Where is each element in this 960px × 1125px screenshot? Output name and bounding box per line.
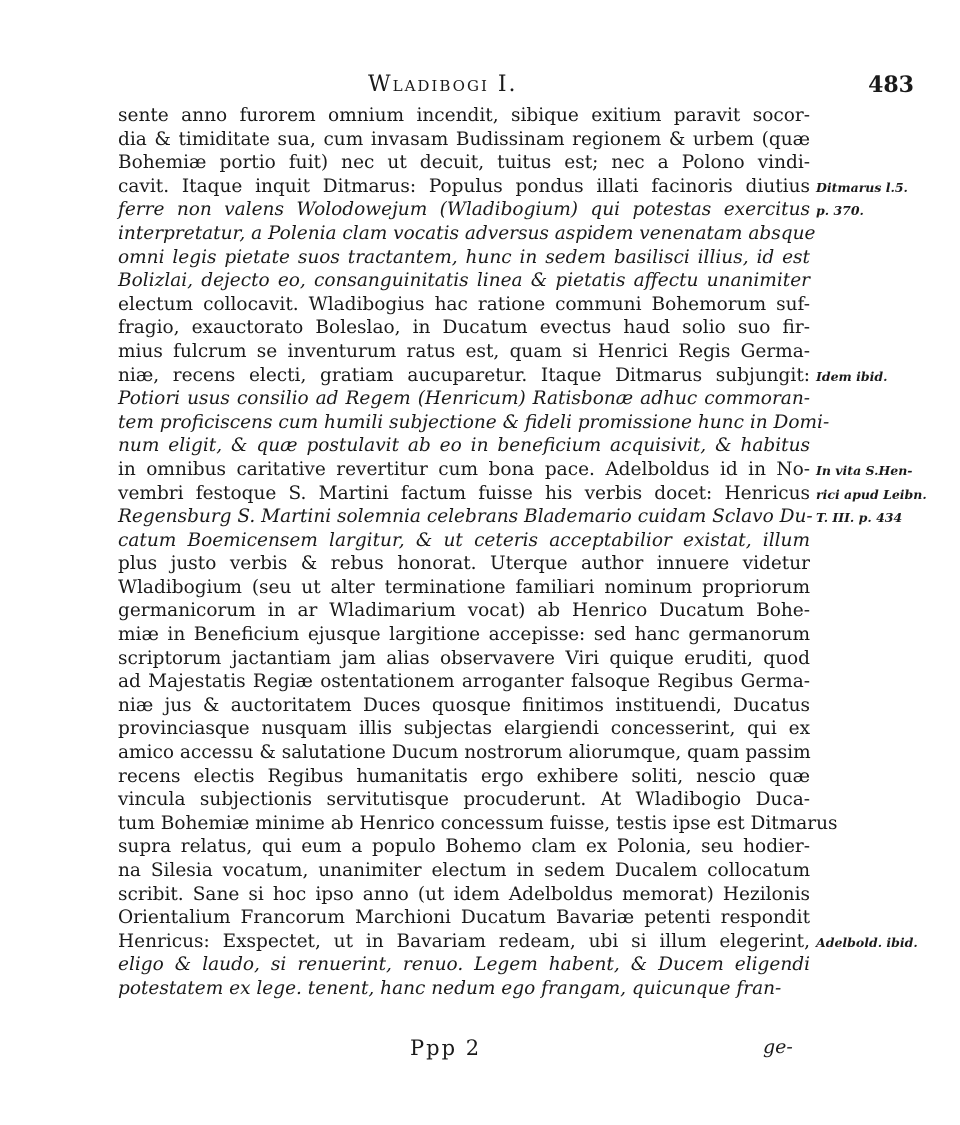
margin-note: rici apud Leibn. (816, 486, 927, 502)
text-line: Orientalium Francorum Marchioni Ducatum Bavariæ petenti respondit (118, 907, 810, 929)
body-text (118, 104, 838, 1001)
text-line: sente anno furorem omnium incendit, sibique exitium paravit socor- (118, 105, 810, 126)
text-line: scriptorum jactantiam jam alias observavere Viri quique eruditi, quod (118, 647, 810, 669)
text-line: recens electis Regibus humanitatis ergo exhibere soliti, nescio quæ (118, 765, 810, 787)
running-title: Wladibogi I. (368, 72, 518, 97)
text-line: ad Majestatis Regiæ ostentationem arroganter falsoque Regibus Germa- (118, 671, 810, 693)
text-line: Bolizlai, dejecto eo, consanguinitatis linea & pietatis affectu unanimiter (118, 270, 810, 292)
text-line: fragio, exauctorato Boleslao, in Ducatum evectus haud solio suo fir- (118, 317, 810, 339)
text-line: vembri festoque S. Martini factum fuisse his verbis docet: Henricus (118, 482, 810, 504)
text-line: scribit. Sane si hoc ipso anno (ut idem Adelboldus memorat) Hezilonis (118, 883, 810, 905)
margin-note: Adelbold. ibid. (816, 935, 918, 950)
text-line: provinciasque nusquam illis subjectas elargiendi concesserint, qui ex (118, 718, 810, 740)
margin-note: p. 370. (816, 203, 864, 219)
text-line: catum Boemicensem largitur, & ut ceteris acceptabilior existat, illum (118, 529, 810, 551)
text-line: ferre non valens Wolodowejum (Wladibogium) qui potestas exercitus (118, 199, 810, 221)
text-line: dia & timiditate sua, cum invasam Budissinam regionem & urbem (quæ (118, 128, 810, 150)
text-line: potestatem ex lege. tenent, hanc nedum ego frangam, quicunque fran- (118, 977, 782, 999)
text-line: Wladibogium (seu ut alter terminatione familiari nominum propriorum (118, 576, 810, 598)
margin-note: In vita S.Hen- (816, 463, 913, 478)
running-head (118, 72, 918, 108)
text-line: amico accessu & salutatione Ducum nostrorum aliorumque, quam passim (118, 742, 811, 764)
text-line: germanicorum in ar Wladimarium vocat) ab Henrico Ducatum Bohe- (118, 600, 810, 622)
text-line: interpretatur, a Polenia clam vocatis adversus aspidem venenatam absque (118, 222, 816, 244)
text-line: mius fulcrum se inventurum ratus est, quam si Henrici Regis Germa- (118, 340, 810, 362)
page-number: 483 (868, 72, 914, 98)
text-line: Regensburg S. Martini solemnia celebrans Blademario cuidam Sclavo Du- (118, 506, 813, 528)
margin-note: T. III. p. 434 (816, 510, 903, 526)
margin-note: Idem ibid. (816, 368, 888, 384)
margin-note: Ditmarus l.5. (816, 179, 908, 195)
signature-mark: Ppp 2 (410, 1036, 482, 1060)
text-line: Bohemiæ portio fuit) nec ut decuit, tuitus est; nec a Polono vindi- (118, 152, 810, 174)
catchword: ge- (763, 1036, 793, 1058)
text-line: num eligit, & quæ postulavit ab eo in beneficium acquisivit, & habitus (118, 435, 810, 457)
text-line: electum collocavit. Wladibogius hac ratione communi Bohemorum suf- (118, 293, 810, 315)
text-line: tum Bohemiæ minime ab Henrico concessum fuisse, testis ipse est Ditmarus (118, 812, 838, 834)
text-line: na Silesia vocatum, unanimiter electum in sedem Ducalem collocatum (118, 860, 810, 881)
text-line: vincula subjectionis servitutisque procuderunt. At Wladibogio Duca- (118, 789, 810, 811)
text-line: cavit. Itaque inquit Ditmarus: Populus pondus illati facinoris diutius (118, 175, 810, 197)
page-footer (118, 1036, 918, 1066)
text-line: plus justo verbis & rebus honorat. Uterque author innuere videtur (118, 553, 810, 575)
text-line: omni legis pietate suos tractantem, hunc in sedem basilisci illius, id est (118, 246, 810, 268)
text-line: niæ jus & auctoritatem Duces quosque finitimos instituendi, Ducatus (118, 694, 810, 716)
text-line: eligo & laudo, si renuerint, renuo. Legem habent, & Ducem eligendi (118, 954, 810, 976)
text-line: supra relatus, qui eum a populo Bohemo clam ex Polonia, seu hodier- (118, 836, 810, 858)
text-line: in omnibus caritative revertitur cum bona pace. Adelboldus id in No- (118, 458, 810, 480)
text-line: niæ, recens electi, gratiam aucuparetur. Itaque Ditmarus subjungit: (118, 364, 810, 386)
text-line: Potiori usus consilio ad Regem (Henricum) Ratisbonæ adhuc commoran- (118, 388, 810, 410)
text-line: miæ in Beneficium ejusque largitione accepisse: sed hanc germanorum (118, 624, 810, 646)
text-line: tem proficiscens cum humili subjectione & fideli promissione hunc in Domi- (118, 411, 830, 433)
text-line: Henricus: Exspectet, ut in Bavariam redeam, ubi si illum elegerint, (118, 930, 810, 952)
